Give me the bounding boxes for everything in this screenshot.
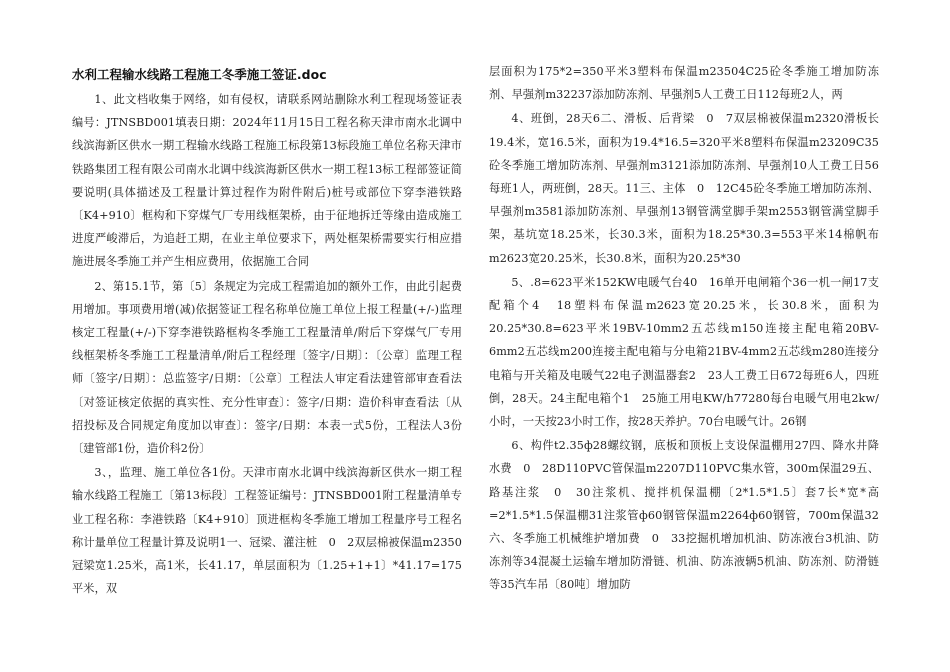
paragraph-5: 5、.8=623平米152KW电暖气台40 16单开电闸箱个36一机一闸17支配箱个4 18塑料布保温m2623宽20.25米，长30.8米，面积为20.25*30.8=623平米19BV-10mm2五芯线m150连接主配电箱20BV-6mm2五芯线m200连接主配电箱与分电箱21BV-4mm2五芯线m280连接分电箱与开关箱及电暖气22电子测温器套2 23人工费工日672每班6人，四班倒，28天。24主配电箱个1 25施工用电KW/h77280每台电暖气用电2kw/小时，一天按23小时工作，按28天养护。70台电暖气计。26钢 xyxy=(489,275,879,429)
paragraph-1: 1、此文档收集于网络，如有侵权，请联系网站删除水利工程现场签证表编号：JTNSBD001填表日期：2024年11月15日工程名称天津市南水北调中线滨海新区供水一期工程输水线路工程施工标段第13标段施工单位名称天津市铁路集团工程有限公司南水北调中线滨海新区供水一期工程13标工程部签证简要说明(具体描述及工程量计算过程作为附件附后)桩号或部位下穿李港铁路〔K4+910〕框构和下穿煤气厂专用线框架桥，由于征地拆迁等缘由造成施工进度严峻滞后，为追赶工期，在业主单位要求下，两处框架桥需要实行相应措施进展冬季施工并产生相应费用，依据施工合同 xyxy=(72,93,462,269)
paragraph-6: 6、构件t2.35ф28螺纹钢，底板和顶板上支设保温棚用27四、降水井降水费 0 28D110PVC管保温m2207D110PVC集水管，300m保温29五、路基注浆 0 30注浆机、搅拌机保温棚〔2*1.5*1.5〕套7长*宽*高=2*1.5*1.5保温棚31注浆管ф60钢管保温m2264ф60钢管，700m保温32六、冬季施工机械维护增加费 0 33挖掘机增加机油、防冻液台3机油、防冻剂等34混凝土运输车增加防滑链、机油、防冻液辆5机油、防冻剂、防滑链等35汽车吊〔80吨〕增加防 xyxy=(489,439,879,592)
left-column xyxy=(72,60,462,601)
paragraph-3: 3、，监理、施工单位各1份。天津市南水北调中线滨海新区供水一期工程输水线路工程施工〔第13标段〕工程签证编号：JTNSBD001附工程量清单专业工程名称：李港铁路〔K4+910〕顶进框构冬季施工增加工程量序号工程名称计量单位工程量计算及说明1一、冠梁、灌注桩 0 2双层棉被保温m2350冠梁宽1.25米，高1米，长41.17，单层面积为〔1.25+1+1〕*41.17=175平米，双 xyxy=(72,466,462,596)
right-column xyxy=(489,60,879,598)
paragraph-4: 4、班倒，28天6二、滑板、后背梁 0 7双层棉被保温m2320滑板长19.4米，宽16.5米，面积为19.4*16.5=320平米8塑料布保温m23209C35砼冬季施工增加防冻剂、早强剂m3121添加防冻剂、早强剂10人工费工日56每班1人，两班倒，28天。11三、主体 0 12C45砼冬季施工增加防冻剂、早强剂m3581添加防冻剂、早强剂13钢管满堂脚手架m2553钢管满堂脚手架，基坑宽18.25米，长30.3米，面积为18.25*30.3=553平米14棉帆布m2623宽20.25米，长30.8米，面积为20.25*30 xyxy=(489,112,879,265)
paragraph-3-continuation: 层面积为175*2=350平米3塑料布保温m23504C25砼冬季施工增加防冻剂、早强剂m32237添加防冻剂、早强剂5人工费工日112每班2人，两 xyxy=(489,65,879,102)
document-title: 水利工程输水线路工程施工冬季施工签证.doc xyxy=(72,67,327,82)
paragraph-2: 2、第15.1节，第〔5〕条规定为完成工程需追加的额外工作，由此引起费用增加。事项费用增(减)依据签证工程名称单位施工单位上报工程量(+/-)监理核定工程量(+/-)下穿李港铁路框构冬季施工工程量清单/附后下穿煤气厂专用线框架桥冬季施工工程量清单/附后工程经理〔签字/日期〕：〔公章〕监理工程师〔签字/日期〕：总监签字/日期：〔公章〕工程法人审定看法建管部审查看法〔对签证核定依据的真实性、充分性审查〕：签字/日期：造价科审查看法〔从招投标及合同规定角度加以审查〕：签字/日期：本表一式5份，工程法人3份〔建管部1份，造价科2份〕 xyxy=(72,279,462,456)
